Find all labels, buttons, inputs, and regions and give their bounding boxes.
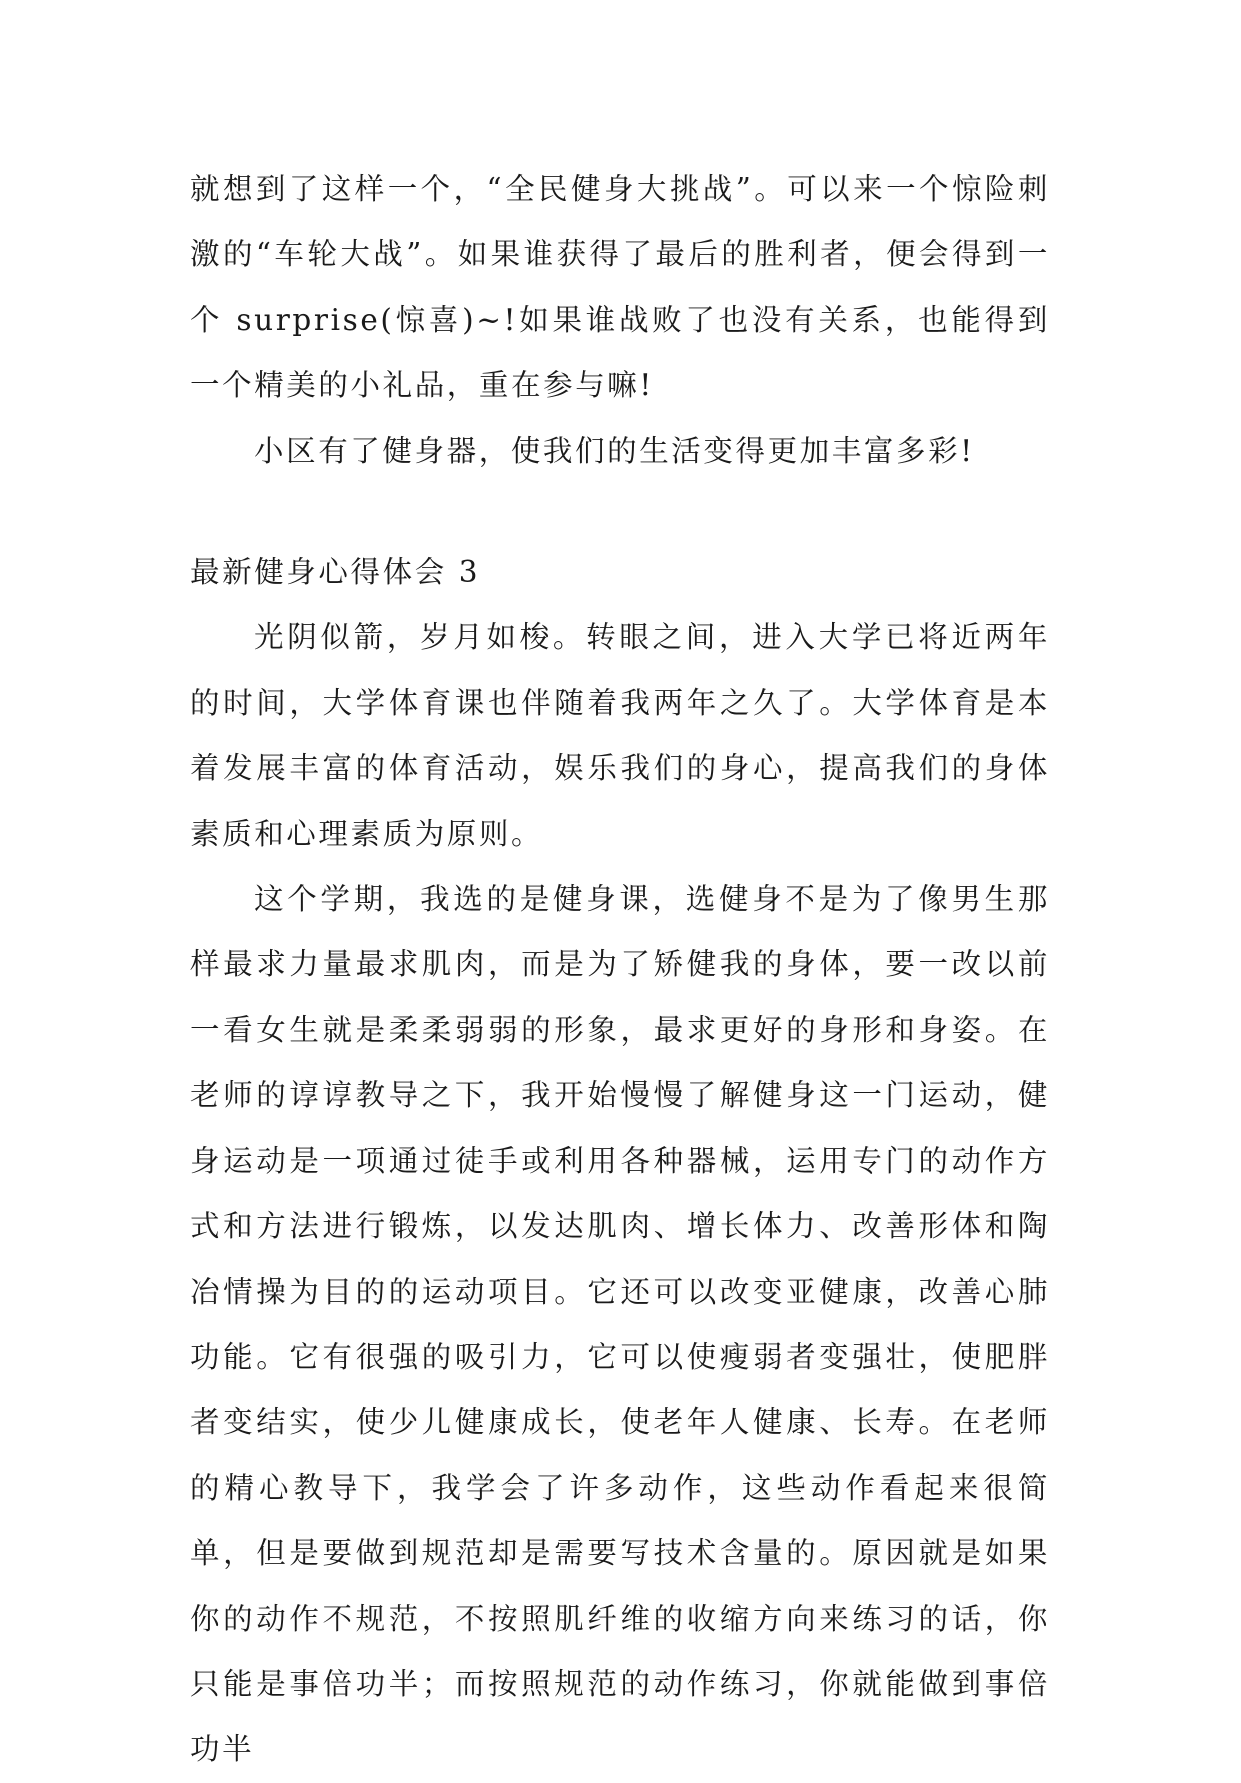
paragraph-community-fitness: 小区有了健身器，使我们的生活变得更加丰富多彩!	[254, 433, 975, 468]
section-title: 最新健身心得体会 3	[190, 555, 481, 590]
paragraph-intro: 光阴似箭，岁月如梭。转眼之间，进入大学已将近两年的时间，大学体育课也伴随着我两年之久了。大学体育是本着发展丰富的体育活动，娱乐我们的身心，提高我们的身体素质和心理素质为原则。	[190, 620, 1050, 851]
document-page	[190, 157, 1050, 1783]
section-spacer	[190, 484, 1050, 540]
paragraph-fitness-course: 这个学期，我选的是健身课，选健身不是为了像男生那样最求力量最求肌肉，而是为了矫健我的身体，要一改以前一看女生就是柔柔弱弱的形象，最求更好的身形和身姿。在老师的谆谆教导之下，我开始慢慢了解健身这一门运动，健身运动是一项通过徒手或利用各种器械，运用专门的动作方式和方法进行锻炼，以发达肌肉、增长体力、改善形体和陶冶情操为目的的运动项目。它还可以改变亚健康，改善心肺功能。它有很强的吸引力，它可以使瘦弱者变强壮，使肥胖者变结实，使少儿健康成长，使老年人健康、长寿。在老师的精心教导下，我学会了许多动作，这些动作看起来很简单，但是要做到规范却是需要写技术含量的。原因就是如果你的动作不规范，不按照肌纤维的收缩方向来练习的话，你只能是事倍功半；而按照规范的动作练习，你就能做到事倍功半	[190, 882, 1050, 1767]
paragraph-continuation: 就想到了这样一个，“全民健身大挑战”。可以来一个惊险刺激的“车轮大战”。如果谁获得了最后的胜利者，便会得到一个 surprise(惊喜)~!如果谁战败了也没有关系，也能得到一个精美的小礼品，重在参与嘛!	[190, 172, 1050, 403]
